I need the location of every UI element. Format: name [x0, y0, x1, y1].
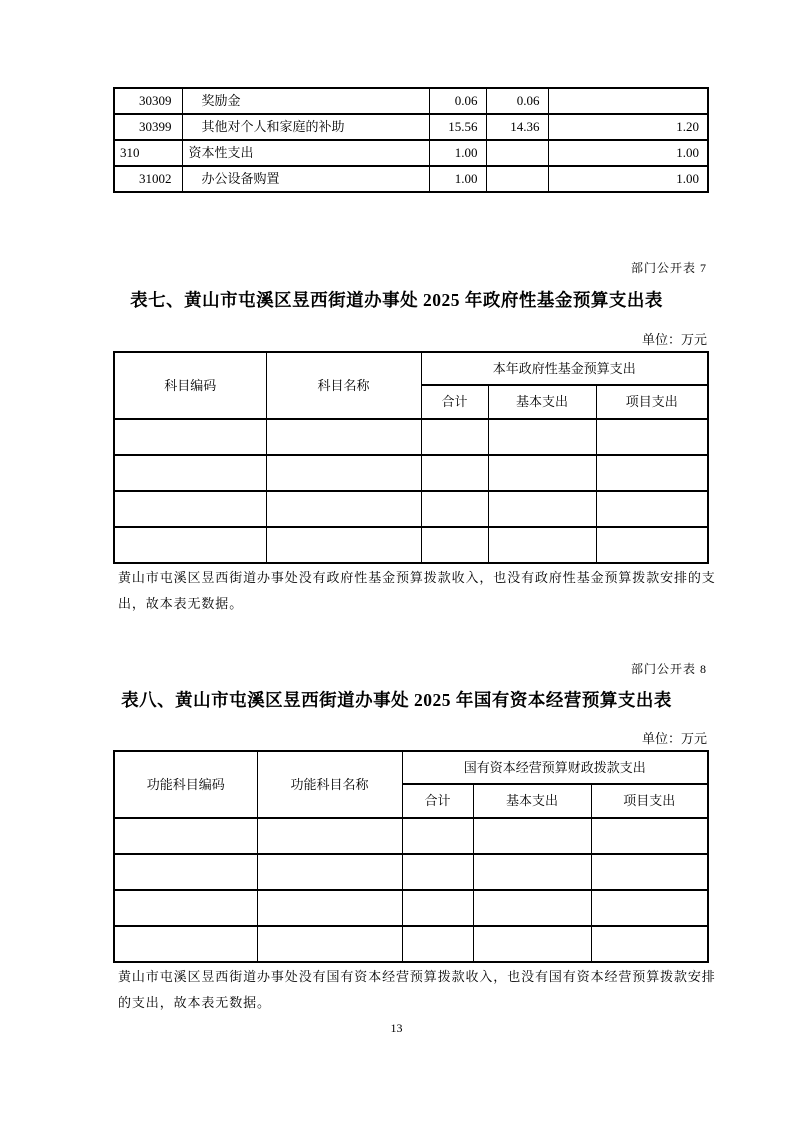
name-cell: 奖励金 — [182, 88, 429, 114]
empty-cell — [402, 854, 473, 890]
note-line: 黄山市屯溪区昱西街道办事处没有政府性基金预算拨款收入，也没有政府性基金预算拨款安排的支 — [118, 570, 716, 585]
table8-empty-body — [114, 818, 708, 962]
empty-table-row — [114, 491, 708, 527]
basic-cell: 0.06 — [486, 88, 548, 114]
table7-unit-label: 单位：万元 — [641, 332, 707, 347]
empty-cell — [114, 926, 257, 962]
empty-cell — [421, 491, 488, 527]
project-cell: 1.00 — [548, 166, 708, 192]
empty-cell — [591, 854, 708, 890]
header-cell-name: 功能科目名称 — [257, 751, 402, 818]
empty-table-row — [114, 818, 708, 854]
name-cell: 其他对个人和家庭的补助 — [182, 114, 429, 140]
name-cell: 资本性支出 — [182, 140, 429, 166]
header-cell-group: 国有资本经营预算财政拨款支出 — [402, 751, 708, 784]
empty-table-row — [114, 890, 708, 926]
empty-cell — [591, 926, 708, 962]
table-row — [114, 88, 708, 114]
empty-cell — [421, 527, 488, 563]
empty-cell — [488, 491, 596, 527]
empty-cell — [257, 818, 402, 854]
note-line: 黄山市屯溪区昱西街道办事处没有国有资本经营预算拨款收入，也没有国有资本经营预算拨款安排 — [118, 969, 716, 984]
code-cell: 310 — [114, 140, 182, 166]
empty-cell — [114, 890, 257, 926]
table-header-row — [114, 751, 708, 784]
name-cell: 办公设备购置 — [182, 166, 429, 192]
table-row — [114, 114, 708, 140]
basic-cell — [486, 166, 548, 192]
empty-cell — [257, 926, 402, 962]
project-cell — [548, 88, 708, 114]
header-cell-total: 合计 — [421, 385, 488, 419]
gov-fund-budget-table — [113, 351, 709, 564]
empty-cell — [473, 854, 591, 890]
empty-cell — [596, 419, 708, 455]
header-cell-group: 本年政府性基金预算支出 — [421, 352, 708, 385]
state-capital-budget-table — [113, 750, 709, 963]
header-cell-basic: 基本支出 — [488, 385, 596, 419]
empty-cell — [114, 419, 266, 455]
empty-cell — [421, 419, 488, 455]
empty-cell — [596, 527, 708, 563]
header-cell-basic: 基本支出 — [473, 784, 591, 818]
empty-table-row — [114, 527, 708, 563]
budget-table-fragment — [113, 87, 709, 193]
table7-empty-body — [114, 419, 708, 563]
empty-cell — [266, 527, 421, 563]
header-cell-name: 科目名称 — [266, 352, 421, 419]
table8-note — [118, 964, 716, 1016]
empty-cell — [114, 491, 266, 527]
empty-cell — [257, 854, 402, 890]
header-cell-project: 项目支出 — [596, 385, 708, 419]
fragment-table-body — [114, 88, 708, 192]
basic-cell: 14.36 — [486, 114, 548, 140]
table7-corner-label: 部门公开表 7 — [630, 261, 707, 275]
empty-cell — [114, 854, 257, 890]
header-cell-total: 合计 — [402, 784, 473, 818]
empty-cell — [114, 818, 257, 854]
empty-cell — [591, 818, 708, 854]
empty-cell — [488, 527, 596, 563]
empty-cell — [402, 818, 473, 854]
empty-cell — [114, 455, 266, 491]
project-cell: 1.20 — [548, 114, 708, 140]
page-number: 13 — [390, 1021, 403, 1035]
empty-table-row — [114, 926, 708, 962]
basic-cell — [486, 140, 548, 166]
empty-cell — [488, 419, 596, 455]
table7-title: 表七、黄山市屯溪区昱西街道办事处 2025 年政府性基金预算支出表 — [130, 290, 663, 310]
empty-cell — [266, 419, 421, 455]
table-header-row — [114, 352, 708, 385]
table8-title: 表八、黄山市屯溪区昱西街道办事处 2025 年国有资本经营预算支出表 — [121, 690, 672, 710]
empty-cell — [473, 818, 591, 854]
empty-cell — [266, 455, 421, 491]
empty-cell — [421, 455, 488, 491]
empty-table-row — [114, 419, 708, 455]
header-cell-code: 功能科目编码 — [114, 751, 257, 818]
code-cell: 30309 — [114, 88, 182, 114]
empty-table-row — [114, 455, 708, 491]
table-row — [114, 166, 708, 192]
empty-cell — [402, 926, 473, 962]
empty-cell — [473, 890, 591, 926]
empty-cell — [596, 455, 708, 491]
empty-cell — [591, 890, 708, 926]
table8-unit-label: 单位：万元 — [641, 731, 707, 746]
empty-table-row — [114, 854, 708, 890]
total-cell: 15.56 — [429, 114, 486, 140]
code-cell: 31002 — [114, 166, 182, 192]
project-cell: 1.00 — [548, 140, 708, 166]
table-row — [114, 140, 708, 166]
empty-cell — [473, 926, 591, 962]
empty-cell — [596, 491, 708, 527]
note-line: 出，故本表无数据。 — [118, 596, 244, 611]
empty-cell — [114, 527, 266, 563]
total-cell: 0.06 — [429, 88, 486, 114]
empty-cell — [402, 890, 473, 926]
table8-corner-label: 部门公开表 8 — [630, 662, 707, 676]
total-cell: 1.00 — [429, 166, 486, 192]
total-cell: 1.00 — [429, 140, 486, 166]
empty-cell — [257, 890, 402, 926]
table7-note — [118, 565, 716, 617]
note-line: 的支出，故本表无数据。 — [118, 995, 271, 1010]
header-cell-code: 科目编码 — [114, 352, 266, 419]
header-cell-project: 项目支出 — [591, 784, 708, 818]
empty-cell — [266, 491, 421, 527]
code-cell: 30399 — [114, 114, 182, 140]
empty-cell — [488, 455, 596, 491]
